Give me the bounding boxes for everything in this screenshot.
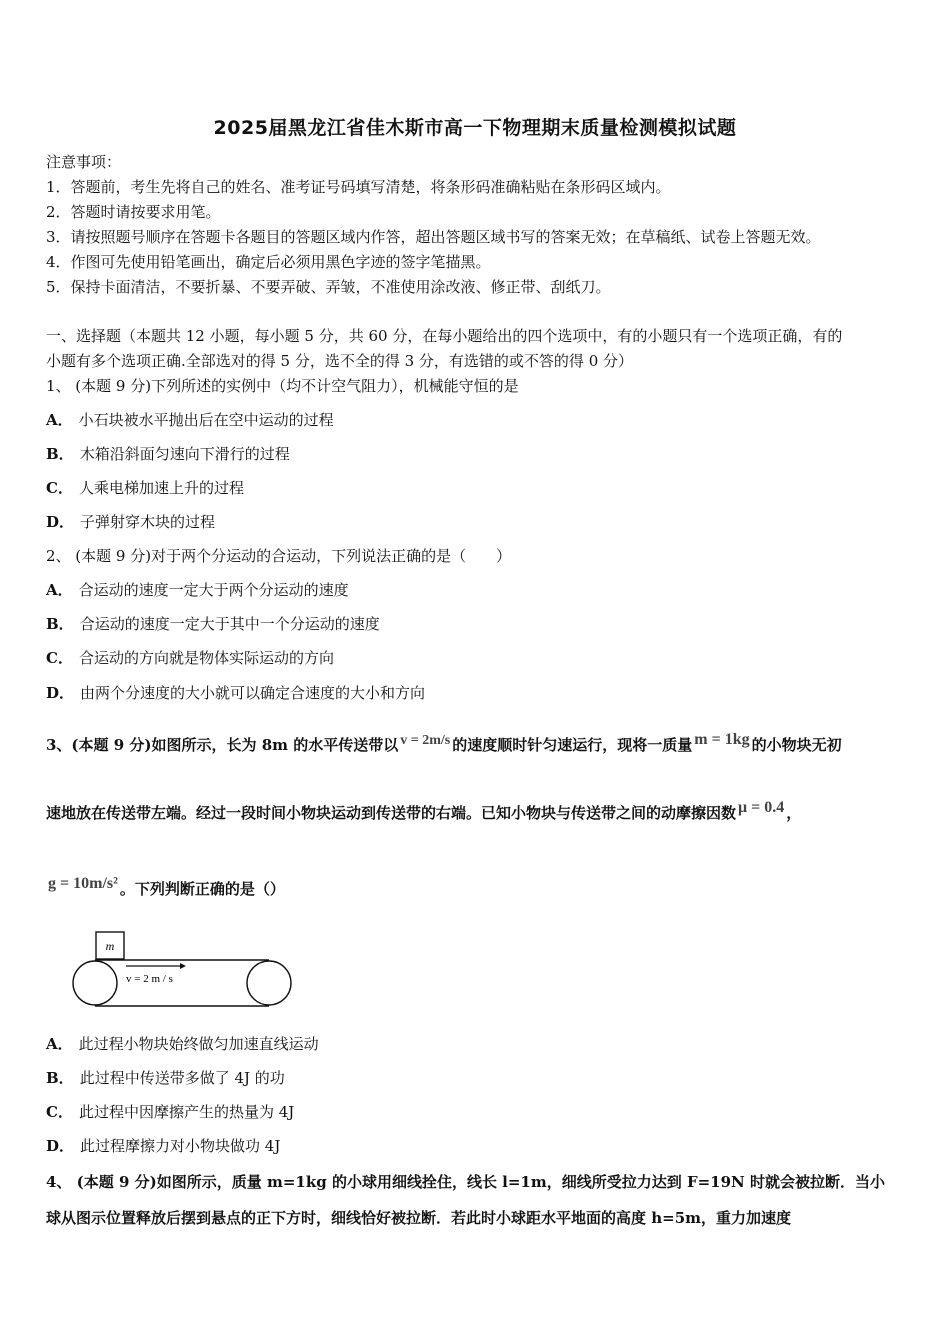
question-2-option-b xyxy=(46,614,380,634)
math-mass: m = 1kg xyxy=(694,731,750,748)
velocity-arrowhead xyxy=(180,963,186,969)
option-text: 由两个分速度的大小就可以确定合速度的大小和方向 xyxy=(80,684,426,702)
option-letter: D． xyxy=(46,684,75,702)
stem-text: 3、(本题 9 分)如图所示，长为 8m 的水平传送带以 xyxy=(46,736,399,754)
question-2-option-d xyxy=(46,683,425,703)
stem-text: 。下列判断正确的是（） xyxy=(119,880,285,898)
question-1-option-c xyxy=(46,478,244,498)
question-2-option-a xyxy=(46,580,349,600)
math-friction-coefficient: μ = 0.4 xyxy=(738,799,785,816)
option-letter: A． xyxy=(46,1035,73,1053)
option-text: 合运动的方向就是物体实际运动的方向 xyxy=(78,649,334,667)
option-text: 合运动的速度一定大于其中一个分运动的速度 xyxy=(79,615,380,633)
notice-item: 2．答题时请按要求用笔。 xyxy=(46,203,221,221)
question-1-option-a xyxy=(46,410,334,430)
section-header-line: 一、选择题（本题共 12 小题，每小题 5 分，共 60 分，在每小题给出的四个选项中，有的小题只有一个选项正确，有的 xyxy=(46,327,843,345)
question-3-option-b xyxy=(46,1068,285,1088)
option-letter: B． xyxy=(46,615,74,633)
question-2-option-c xyxy=(46,648,334,668)
question-1-option-b xyxy=(46,444,290,464)
question-2-stem: 2、 (本题 9 分)对于两个分运动的合运动，下列说法正确的是（ ） xyxy=(46,547,512,565)
option-text: 木箱沿斜面匀速向下滑行的过程 xyxy=(79,445,290,463)
question-3-option-c xyxy=(46,1102,294,1122)
option-text: 人乘电梯加速上升的过程 xyxy=(78,479,244,497)
math-gravity: g = 10m/s² xyxy=(48,875,118,892)
question-3-option-d xyxy=(46,1136,280,1156)
option-text: 小石块被水平抛出后在空中运动的过程 xyxy=(78,411,334,429)
question-1-stem: 1、 (本题 9 分)下列所述的实例中（均不计空气阻力），机械能守恒的是 xyxy=(46,377,519,395)
option-letter: C． xyxy=(46,649,73,667)
stem-text: 速地放在传送带左端。经过一段时间小物块运动到传送带的右端。已知小物块与传送带之间的动摩擦因数 xyxy=(46,804,737,822)
notice-item: 5．保持卡面清洁，不要折暴、不要弄破、弄皱，不准使用涂改液、修正带、刮纸刀。 xyxy=(46,278,611,296)
stem-text: 的小物块无初 xyxy=(751,736,842,754)
conveyor-belt-diagram xyxy=(68,928,298,1012)
velocity-label: v = 2 m / s xyxy=(126,973,173,985)
page-title: 2025届黑龙江省佳木斯市高一下物理期末质量检测模拟试题 xyxy=(213,117,737,139)
question-4-stem-line1: 4、 (本题 9 分)如图所示，质量 m=1kg 的小球用细线拴住，线长 l=1m，细线所受拉力达到 F=19N 时就会被拉断．当小 xyxy=(46,1173,885,1191)
option-text: 此过程小物块始终做匀加速直线运动 xyxy=(78,1035,319,1053)
notice-heading: 注意事项： xyxy=(46,153,122,171)
math-velocity: v = 2m/s xyxy=(400,733,451,748)
option-text: 此过程中因摩擦产生的热量为 4J xyxy=(78,1103,295,1121)
stem-text: ， xyxy=(786,804,802,822)
option-letter: D． xyxy=(46,1137,75,1155)
option-text: 子弹射穿木块的过程 xyxy=(80,513,216,531)
question-3-option-a xyxy=(46,1034,319,1054)
option-letter: B． xyxy=(46,1069,74,1087)
option-text: 此过程中传送带多做了 4J 的功 xyxy=(79,1069,285,1087)
notice-item: 3．请按照题号顺序在答题卡各题目的答题区域内作答，超出答题区域书写的答案无效；在草稿纸、试卷上答题无效。 xyxy=(46,228,821,246)
question-3-stem-line2 xyxy=(46,796,801,825)
option-text: 合运动的速度一定大于两个分运动的速度 xyxy=(78,581,349,599)
question-1-option-d xyxy=(46,512,215,532)
right-pulley xyxy=(247,961,291,1005)
option-letter: A． xyxy=(46,411,73,429)
left-pulley xyxy=(73,961,117,1005)
question-3-stem-line3 xyxy=(46,870,285,903)
option-letter: C． xyxy=(46,1103,73,1121)
option-letter: A． xyxy=(46,581,73,599)
block-label: m xyxy=(105,939,115,953)
option-letter: C． xyxy=(46,479,73,497)
stem-text: 的速度顺时针匀速运行，现将一质量 xyxy=(452,736,693,754)
notice-item: 4．作图可先使用铅笔画出，确定后必须用黑色字迹的签字笔描黑。 xyxy=(46,253,491,271)
section-header-line: 小题有多个选项正确.全部选对的得 5 分，选不全的得 3 分，有选错的或不答的得 0 分） xyxy=(46,352,634,370)
question-3-stem-line1 xyxy=(46,728,842,757)
option-letter: B． xyxy=(46,445,74,463)
notice-item: 1．答题前，考生先将自己的姓名、准考证号码填写清楚，将条形码准确粘贴在条形码区域内。 xyxy=(46,178,671,196)
question-4-stem-line2: 球从图示位置释放后摆到悬点的正下方时，细线恰好被拉断．若此时小球距水平地面的高度 h=5m，重力加速度 xyxy=(46,1209,792,1227)
option-text: 此过程摩擦力对小物块做功 4J xyxy=(80,1137,281,1155)
option-letter: D． xyxy=(46,513,75,531)
